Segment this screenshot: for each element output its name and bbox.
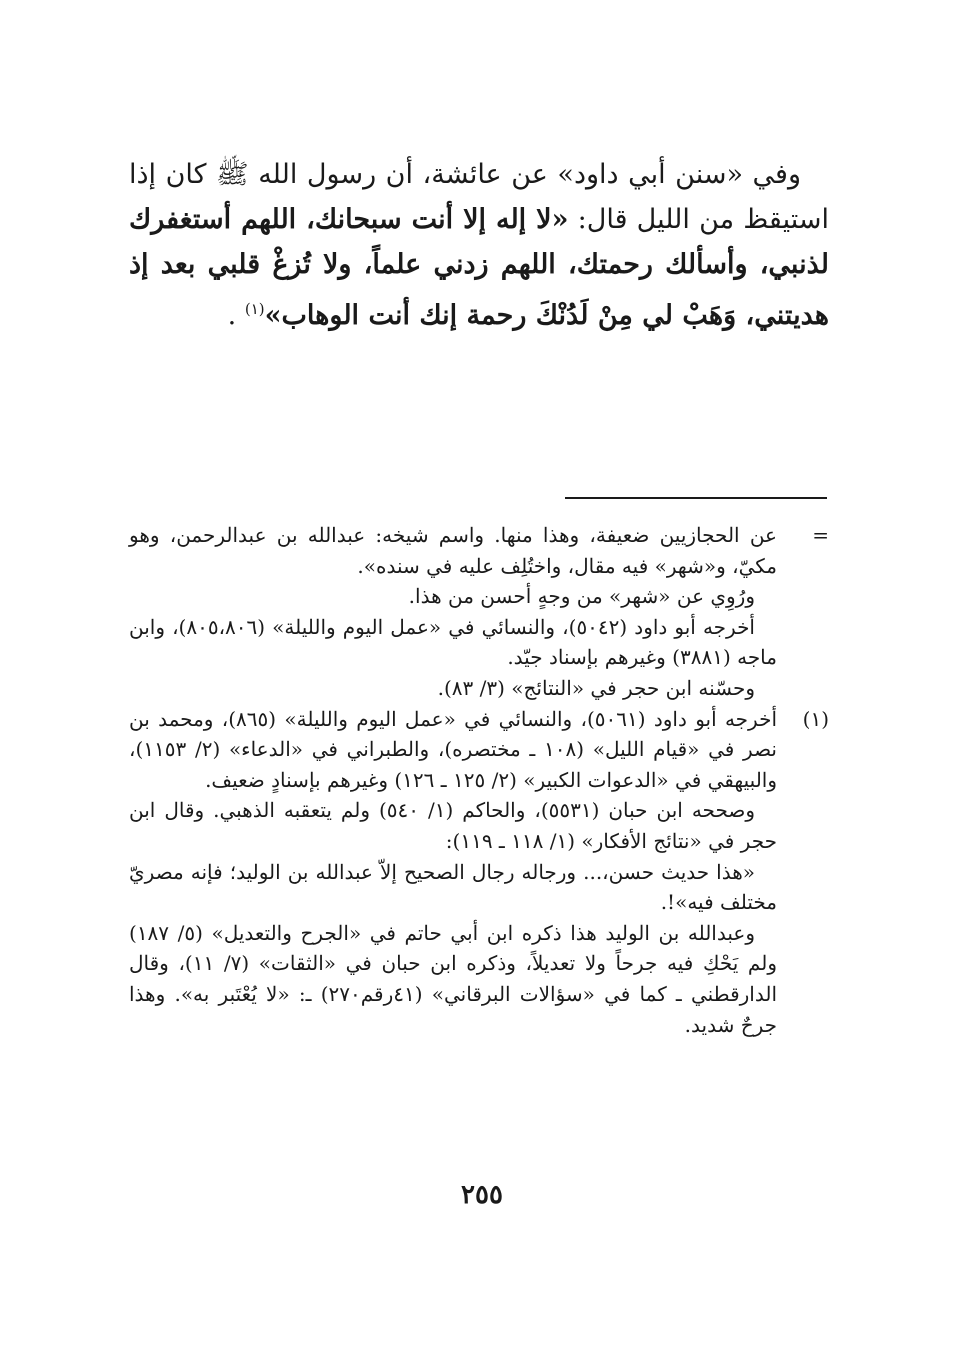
footnote-paragraph: «هذا حديث حسن،... ورجاله رجال الصحيح إلاّ عبدالله بن الوليد؛ فإنه مصريّ مختلف فيه»!. <box>129 859 777 915</box>
footnotes <box>129 520 829 1040</box>
main-line2-normal: من الليل قال: <box>568 204 735 235</box>
footnote-paragraph: وحسّنه ابن حجر في «النتائج» (٣/ ٨٣). <box>437 675 755 700</box>
footnote-1 <box>129 704 829 1041</box>
main-line1: وفي «سنن أبي داود» عن عائشة، أن رسول الله ﷺ كان إذا استيقظ <box>129 159 830 235</box>
footnote-continuation <box>129 520 829 704</box>
main-dua-text: «لا إله إلا أنت سبحانك، اللهم أستغفرك لذنبي، وأسألك رحمتك، اللهم زدني علماً، ولا تُزغْ قلبي بعد إذ هديتني، وَهَبْ لي مِنْ لَدُنْكَ رحمة إنك أنت الوهاب» <box>129 204 829 331</box>
continuation-body <box>129 520 777 704</box>
footnote-divider <box>565 497 827 499</box>
main-line-end: . <box>227 300 245 331</box>
footnote-paragraph: أخرجه أبو داود (٥٠٦١)، والنسائي في «عمل اليوم والليلة» (٨٦٥)، ومحمد بن نصر في «قيام الليل» (١٠٨ ـ مختصره)، والطبراني في «الدعاء» (٢/ ١١٥٣)، والبيهقي في «الدعوات الكبير» (٢/ ١٢٥ ـ ١٢٦) وغيرهم بإسنادٍ ضعيف. <box>129 706 777 792</box>
footnote-paragraph: وصححه ابن حبان (٥٥٣١)، والحاكم (١/ ٥٤٠) ولم يتعقبه الذهبي. وقال ابن حجر في «نتائج الأفكار» (١/ ١١٨ ـ ١١٩): <box>129 798 777 853</box>
continuation-marker: = <box>812 523 829 547</box>
footnote-ref[interactable]: (١) <box>244 300 265 318</box>
footnote-paragraph: وعبدالله بن الوليد هذا ذكره ابن أبي حاتم في «الجرح والتعديل» (٥/ ١٨٧) ولم يَحْكِ فيه جرحاً ولا تعديلاً، وذكره ابن حبان في «الثقات» (٧/ ١١)، وقال الدارقطني ـ كما في «سؤالات البرقاني» (٤١رقم٢٧٠) ـ: «لا يُعْتَبر به». وهذا جرحٌ شديد. <box>129 920 778 1037</box>
footnote-paragraph: ورُوِي عن «شهر» من وجهٍ أحسن من هذا. <box>408 584 755 609</box>
footnote-paragraph: أخرجه أبو داود (٥٠٤٢)، والنسائي في «عمل اليوم والليلة» (٨٠٥،٨٠٦)، وابن ماجه (٣٨٨١) وغيرهم بإسناد جيّد. <box>129 614 777 670</box>
footnote-1-marker: (١) <box>802 706 829 731</box>
main-text <box>129 152 829 338</box>
main-paragraph <box>129 152 829 338</box>
page-number: ٢٥٥ <box>461 1180 503 1210</box>
footnote-paragraph: عن الحجازيين ضعيفة، وهذا منها. واسم شيخه: عبدالله بن عبدالرحمن، وهو مكيّ، و«شهر» فيه مقال، واختُلِف عليه في سنده». <box>129 523 777 578</box>
footnote-1-body <box>129 704 777 1041</box>
